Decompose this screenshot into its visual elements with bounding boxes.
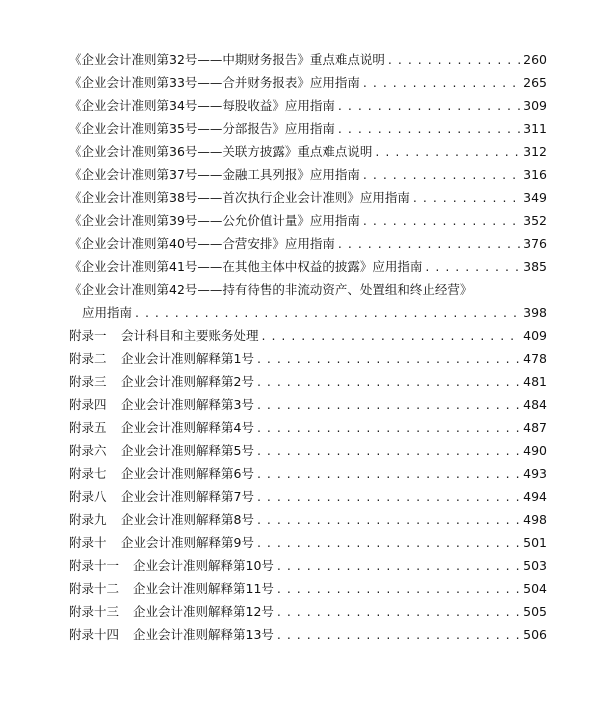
toc-entry[interactable] [69,259,547,275]
toc-entry[interactable] [69,52,547,68]
appendix-label: 附录一 [69,328,107,343]
toc-entry-title: 《企业会计准则第40号——合营安排》应用指南 [69,236,335,251]
toc-entry-title: 《企业会计准则第34号——每股收益》应用指南 [69,98,335,113]
appendix-label: 附录十四 [69,627,120,642]
appendix-label: 附录六 [69,443,107,458]
dot-leader [257,489,520,505]
appendix-heading [69,374,254,390]
dot-leader [338,236,520,252]
appendix-heading [69,443,254,459]
toc-entry-page: 352 [523,213,547,228]
dot-leader [277,581,520,597]
toc-entry[interactable] [69,213,547,229]
toc-entry-title: 《企业会计准则第36号——关联方披露》重点难点说明 [69,144,373,159]
toc-entry-page: 349 [523,190,547,205]
appendix-label: 附录二 [69,351,107,366]
toc-appendix[interactable] [69,443,547,459]
dot-leader [257,351,520,367]
toc-entry-title: 《企业会计准则第38号——首次执行企业会计准则》应用指南 [69,190,410,205]
toc-entry-page: 505 [523,604,547,619]
appendix-label: 附录十三 [69,604,120,619]
appendix-label: 附录四 [69,397,107,412]
dot-leader [375,144,520,160]
toc-appendix[interactable] [69,627,547,643]
toc-entry-page: 501 [523,535,547,550]
appendix-label: 附录七 [69,466,107,481]
toc-entry[interactable] [69,190,547,206]
toc-appendix[interactable] [69,489,547,505]
appendix-heading [69,397,254,413]
toc-entry-page: 309 [523,98,547,113]
appendix-title: 企业会计准则解释第12号 [133,604,274,619]
toc-entry-page: 385 [523,259,547,274]
dot-leader [413,190,520,206]
appendix-heading [69,420,254,436]
appendix-label: 附录十二 [69,581,120,596]
toc-entry-page: 504 [523,581,547,596]
toc-entry-page: 498 [523,512,547,527]
dot-leader [257,374,520,390]
dot-leader [257,443,520,459]
appendix-label: 附录八 [69,489,107,504]
dot-leader [363,167,520,183]
appendix-heading [69,512,254,528]
appendix-label: 附录十一 [69,558,120,573]
toc-entry-page: 311 [523,121,547,136]
appendix-heading [69,351,254,367]
toc-appendix[interactable] [69,535,547,551]
toc-entry-page: 398 [523,305,547,320]
toc-appendix[interactable] [69,374,547,390]
dot-leader [257,535,520,551]
appendix-label: 附录三 [69,374,107,389]
appendix-title: 企业会计准则解释第6号 [121,466,254,481]
dot-leader [388,52,520,68]
appendix-title: 企业会计准则解释第5号 [121,443,254,458]
toc-appendix[interactable] [69,397,547,413]
toc-entry-page: 506 [523,627,547,642]
toc-entry[interactable] [69,167,547,183]
appendix-heading [69,581,274,597]
appendix-heading [69,466,254,482]
dot-leader [338,121,520,137]
toc-entry[interactable] [69,75,547,91]
dot-leader [277,627,520,643]
dot-leader [363,213,520,229]
appendix-title: 企业会计准则解释第7号 [121,489,254,504]
toc-entry[interactable] [82,305,547,321]
toc-entry-page: 493 [523,466,547,481]
toc-appendix[interactable] [69,351,547,367]
toc-appendix[interactable] [69,466,547,482]
dot-leader [363,75,520,91]
appendix-label: 附录十 [69,535,107,550]
toc-entry-page: 490 [523,443,547,458]
toc-entry-page: 316 [523,167,547,182]
toc-entry-title: 《企业会计准则第39号——公允价值计量》应用指南 [69,213,360,228]
toc-appendix[interactable] [69,512,547,528]
toc-entry-title: 《企业会计准则第35号——分部报告》应用指南 [69,121,335,136]
appendix-title: 企业会计准则解释第4号 [121,420,254,435]
appendix-title: 会计科目和主要账务处理 [121,328,259,343]
toc-entry-page: 487 [523,420,547,435]
appendix-label: 附录九 [69,512,107,527]
dot-leader [135,305,520,321]
toc-entry[interactable] [69,98,547,114]
toc-entry-title: 《企业会计准则第32号——中期财务报告》重点难点说明 [69,52,385,67]
appendix-label: 附录五 [69,420,107,435]
toc-entry-page: 265 [523,75,547,90]
appendix-heading [69,328,259,344]
toc-entry[interactable] [69,144,547,160]
appendix-title: 企业会计准则解释第9号 [121,535,254,550]
toc-entry-title: 《企业会计准则第37号——金融工具列报》应用指南 [69,167,360,182]
toc-entry-title-continued: 应用指南 [82,305,133,320]
appendix-title: 企业会计准则解释第8号 [121,512,254,527]
appendix-title: 企业会计准则解释第10号 [133,558,274,573]
toc-entry-page: 503 [523,558,547,573]
toc-entry-page: 376 [523,236,547,251]
dot-leader [262,328,521,344]
toc-appendix[interactable] [69,420,547,436]
dot-leader [257,466,520,482]
toc-entry-page: 494 [523,489,547,504]
dot-leader [257,512,520,528]
appendix-heading [69,627,274,643]
toc-appendix[interactable] [69,328,547,344]
toc-entry-page: 312 [523,144,547,159]
toc-entry-page: 409 [523,328,547,343]
appendix-title: 企业会计准则解释第13号 [133,627,274,642]
toc-entry-page: 481 [523,374,547,389]
toc-entry-title: 《企业会计准则第41号——在其他主体中权益的披露》应用指南 [69,259,423,274]
appendix-heading [69,535,254,551]
toc-entry-page: 260 [523,52,547,67]
toc-appendix[interactable] [69,558,547,574]
appendix-heading [69,558,274,574]
toc-entry-page: 484 [523,397,547,412]
appendix-heading [69,604,274,620]
dot-leader [257,420,520,436]
toc-entry-title: 《企业会计准则第33号——合并财务报表》应用指南 [69,75,360,90]
appendix-heading [69,489,254,505]
dot-leader [277,604,520,620]
appendix-title: 企业会计准则解释第3号 [121,397,254,412]
dot-leader [277,558,520,574]
toc-appendix[interactable] [69,604,547,620]
toc-appendix[interactable] [69,581,547,597]
dot-leader [425,259,520,275]
dot-leader [257,397,520,413]
toc-entry-page: 478 [523,351,547,366]
appendix-title: 企业会计准则解释第2号 [121,374,254,389]
toc-entry-42-title[interactable]: 《企业会计准则第42号——持有待售的非流动资产、处置组和终止经营》 [69,282,473,297]
appendix-title: 企业会计准则解释第1号 [121,351,254,366]
appendix-title: 企业会计准则解释第11号 [133,581,274,596]
toc-entry[interactable] [69,121,547,137]
dot-leader [338,98,520,114]
toc-entry[interactable] [69,236,547,252]
